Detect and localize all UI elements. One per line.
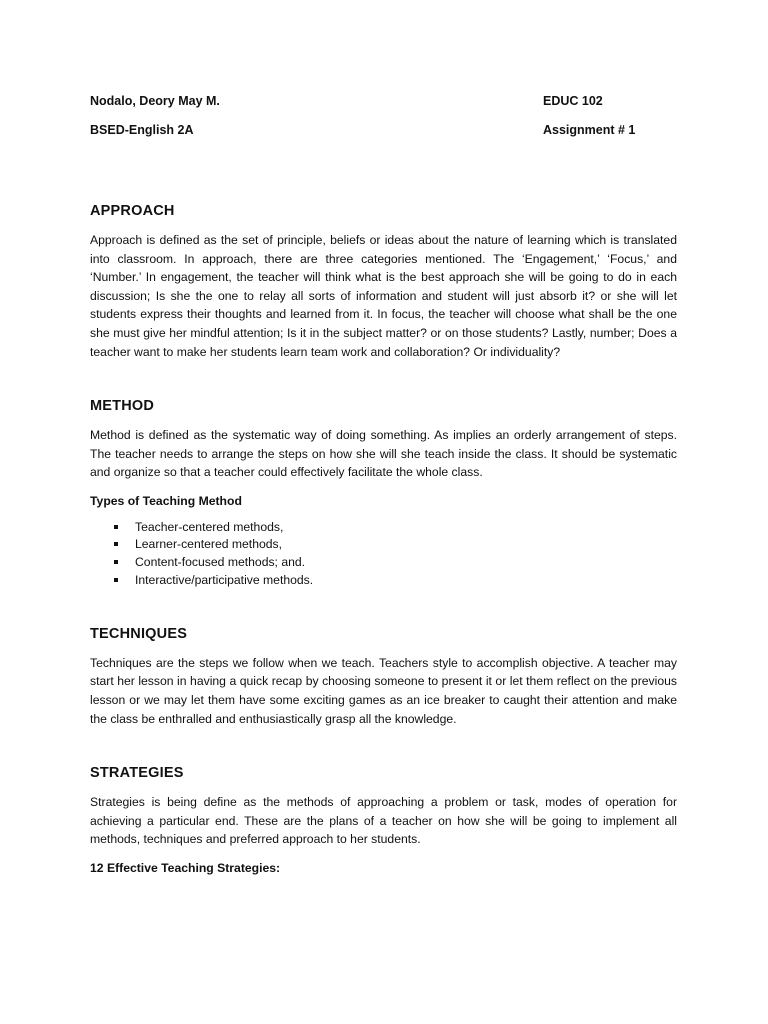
- list-item: Interactive/participative methods.: [90, 572, 677, 590]
- strategies-heading: STRATEGIES: [90, 765, 184, 782]
- method-paragraph: Method is defined as the systematic way of doing something. As implies an orderly arrangement of steps. The teacher needs to arrange the steps on how she will she teach inside the class. It should be systematic and organize so that a teacher could effectively facilitate the whole class.: [90, 428, 677, 480]
- strategies-paragraph: Strategies is being define as the methods of approaching a problem or task, modes of operation for achieving a particular end. These are the plans of a teacher on how she will be going to implement all methods, techniques and preferred approach to her students.: [90, 795, 677, 847]
- header-row-2: [90, 123, 677, 139]
- bullet-icon: [114, 578, 118, 582]
- course-code: EDUC 102: [543, 94, 603, 108]
- teaching-method-types-heading: Types of Teaching Method: [90, 493, 242, 508]
- bullet-icon: [114, 560, 118, 564]
- document-page: [90, 94, 677, 877]
- list-item: Content-focused methods; and.: [90, 554, 677, 572]
- list-item: Teacher-centered methods,: [90, 519, 677, 537]
- techniques-paragraph: Techniques are the steps we follow when we teach. Teachers style to accomplish objective. A teacher may start her lesson in having a quick recap by choosing someone to present it or let them reflect on the previous lesson or we may let them have some exciting games as an ice breaker to caught their attention and make the class be enthralled and enthusiastically grasp all the knowledge.: [90, 655, 677, 726]
- student-section: BSED-English 2A: [90, 123, 194, 137]
- bullet-icon: [114, 525, 118, 529]
- effective-strategies-heading: 12 Effective Teaching Strategies:: [90, 860, 281, 875]
- teaching-method-list: [90, 519, 677, 590]
- method-heading: METHOD: [90, 398, 155, 415]
- approach-heading: APPROACH: [90, 203, 175, 219]
- header-row-1: [90, 94, 677, 110]
- approach-paragraph: Approach is defined as the set of principle, beliefs or ideas about the nature of learning which is translated into classroom. In approach, there are three categories mentioned. The ‘Engagement,’ ‘Focus,’ and ‘Number.’ In engagement, the teacher will think what is the best approach she will be going to do in each discussion; Is she the one to relay all sorts of information and student will just absorb it? or she will let students express their thoughts and learned from it. In focus, the teacher will choose what shall be the one she must give her mindful attention; Is it in the subject matter? or on those students? Lastly, number; Does a teacher want to make her students learn team work and collaboration? Or individuality?: [90, 233, 677, 359]
- bullet-icon: [114, 542, 118, 546]
- assignment-number: Assignment # 1: [543, 123, 636, 137]
- techniques-heading: TECHNIQUES: [90, 625, 188, 642]
- list-item: Learner-centered methods,: [90, 536, 677, 554]
- student-name: Nodalo, Deory May M.: [90, 94, 220, 108]
